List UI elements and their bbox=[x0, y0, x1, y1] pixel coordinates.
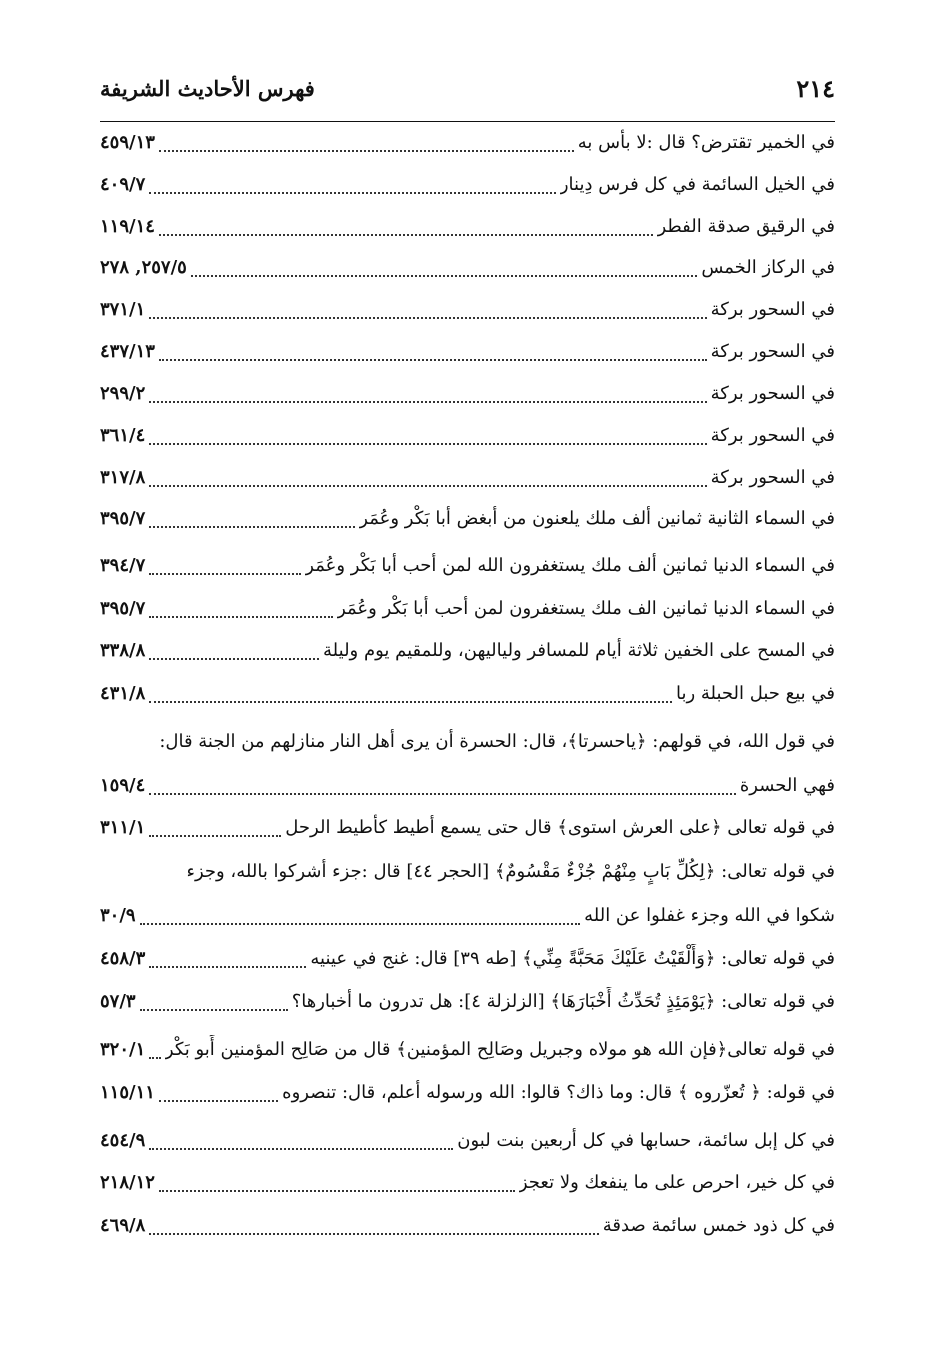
entry-text: في بيع حبل الحبلة ربا bbox=[675, 683, 835, 704]
dot-leader bbox=[159, 1168, 515, 1192]
volume-page-reference: ٣٣٨/٨ bbox=[100, 640, 146, 661]
entry-text: في قوله: ﴿ تُعزّروه ﴾ قال: وما ذاك؟ قالوا: الله ورسوله أعلم، قال: تنصروه bbox=[282, 1082, 835, 1103]
dot-leader bbox=[149, 813, 281, 837]
dot-leader bbox=[159, 128, 574, 152]
entry-text: في قوله تعالى: ﴿وَأَلْقَيْتُ عَلَيْكَ مَحَبَّةً مِنِّي﴾ [طه ٣٩] قال: غنج في عينيه bbox=[310, 948, 835, 969]
index-entry bbox=[100, 170, 835, 200]
entry-text: في قوله تعالى: ﴿يَوْمَئِذٍ تُحَدِّثُ أَخْبَارَهَا﴾ [الزلزلة ٤]: هل تدرون ما أخبارها؟ bbox=[291, 991, 835, 1012]
index-entry bbox=[100, 128, 835, 158]
volume-page-reference: ٤٣١/٨ bbox=[100, 683, 146, 704]
volume-page-reference: ٣٢٠/١ bbox=[100, 1039, 146, 1060]
dot-leader bbox=[191, 253, 698, 277]
dot-leader bbox=[149, 421, 706, 445]
volume-page-reference: ٣١٧/٨ bbox=[100, 467, 146, 488]
index-entry bbox=[100, 253, 835, 283]
entry-text: في الركاز الخمس bbox=[701, 257, 835, 278]
volume-page-reference: ٤٦٩/٨ bbox=[100, 1215, 146, 1236]
index-entry bbox=[100, 337, 835, 367]
volume-page-reference: ١٥٩/٤ bbox=[100, 775, 146, 796]
index-entry bbox=[100, 463, 835, 493]
index-entry bbox=[100, 679, 835, 709]
dot-leader bbox=[149, 504, 355, 528]
index-entry bbox=[100, 212, 835, 242]
entry-text: في السحور بركة bbox=[710, 425, 835, 446]
entry-text: في السحور بركة bbox=[710, 341, 835, 362]
entry-text: في كل خير، احرص على ما ينفعك ولا تعجز bbox=[518, 1172, 835, 1193]
entry-text: في كل إبل سائمة، حسابها في كل أربعين بنت لبون bbox=[457, 1130, 835, 1151]
volume-page-reference: ٤٥٩/١٣ bbox=[100, 132, 155, 153]
volume-page-reference: ٤٣٧/١٣ bbox=[100, 341, 155, 362]
volume-page-reference: ٥٧/٣ bbox=[100, 991, 136, 1012]
volume-page-reference: ٢١٨/١٢ bbox=[100, 1172, 155, 1193]
entry-text: في السماء الدنيا ثمانين الف ملك يستغفرون لمن أحب أبا بَكْر وعُمَر bbox=[337, 598, 835, 619]
volume-page-reference: ٣٠/٩ bbox=[100, 905, 136, 926]
index-entry bbox=[100, 813, 835, 843]
dot-leader bbox=[149, 944, 306, 968]
volume-page-reference: ٣١١/١ bbox=[100, 817, 146, 838]
dot-leader bbox=[149, 295, 706, 319]
index-entry bbox=[100, 421, 835, 451]
volume-page-reference: ٤٥٨/٣ bbox=[100, 948, 146, 969]
dot-leader bbox=[149, 170, 556, 194]
dot-leader bbox=[159, 1078, 278, 1102]
dot-leader bbox=[149, 1211, 599, 1235]
volume-page-reference: ٣٧١/١ bbox=[100, 299, 146, 320]
index-entry bbox=[100, 636, 835, 666]
page-header bbox=[100, 68, 835, 108]
header-rule bbox=[100, 121, 835, 122]
dot-leader bbox=[149, 463, 706, 487]
index-entry bbox=[100, 1035, 835, 1065]
index-entry-line: في قوله تعالى: ﴿لِكُلِّ بَابٍ مِنْهُمْ جُزْءٌ مَقْسُومٌ﴾ [الحجر ٤٤] قال :جزء أشركوا بالله، وجزء bbox=[186, 861, 835, 882]
dot-leader bbox=[149, 379, 706, 403]
index-entry-continuation bbox=[100, 771, 863, 801]
index-entry bbox=[100, 1168, 835, 1198]
dot-leader bbox=[149, 679, 672, 703]
index-entry bbox=[100, 594, 835, 624]
index-entry bbox=[100, 551, 835, 581]
volume-page-reference: ٣٩٥/٧ bbox=[100, 598, 146, 619]
dot-leader bbox=[149, 551, 301, 575]
volume-page-reference: ٢٩٩/٢ bbox=[100, 383, 146, 404]
entry-text: في الخيل السائمة في كل فرس دِينار bbox=[559, 174, 835, 195]
index-entry bbox=[100, 987, 835, 1017]
dot-leader bbox=[159, 337, 707, 361]
entry-text: في السماء الدنيا ثمانين ألف ملك يستغفرون الله لمن أحب أبا بَكْر وعُمَر bbox=[305, 555, 835, 576]
dot-leader bbox=[140, 901, 581, 925]
dot-leader bbox=[159, 212, 654, 236]
entry-text: في الخمير تقترض؟ قال :لا بأس به bbox=[577, 132, 835, 153]
page-number: ٢١٤ bbox=[796, 73, 835, 103]
dot-leader bbox=[149, 771, 736, 795]
volume-page-reference: ٣٦١/٤ bbox=[100, 425, 146, 446]
entry-text: في الرقيق صدقة الفطر bbox=[657, 216, 835, 237]
volume-page-reference: ٤٠٩/٧ bbox=[100, 174, 146, 195]
volume-page-reference: ١١٩/١٤ bbox=[100, 216, 155, 237]
dot-leader bbox=[149, 636, 319, 660]
index-entry bbox=[100, 295, 835, 325]
index-entry-continuation bbox=[100, 901, 863, 931]
volume-page-reference: ٣٩٥/٧ bbox=[100, 508, 146, 529]
index-entry bbox=[100, 1211, 835, 1241]
dot-leader bbox=[149, 1126, 453, 1150]
entry-text: في السماء الثانية ثمانين ألف ملك يلعنون من أبغض أبا بَكْر وعُمَر bbox=[359, 508, 835, 529]
entry-text: في قوله تعالى﴿فإن الله هو مولاه وجبريل وصَالِح المؤمنين﴾ قال من صَالِح المؤمنين أَبو بَكْر bbox=[164, 1039, 835, 1060]
entry-text: فهي الحسرة bbox=[739, 775, 835, 796]
dot-leader bbox=[140, 987, 288, 1011]
dot-leader bbox=[149, 1035, 161, 1059]
volume-page-reference: ٤٥٤/٩ bbox=[100, 1130, 146, 1151]
index-entry bbox=[100, 504, 835, 534]
index-entry bbox=[100, 1126, 835, 1156]
entry-text: في المسح على الخفين ثلاثة أيام للمسافر ولياليهن، وللمقيم يوم وليلة bbox=[323, 640, 835, 661]
entry-text: في السحور بركة bbox=[710, 383, 835, 404]
index-entry bbox=[100, 944, 835, 974]
index-entry bbox=[100, 1078, 835, 1108]
volume-page-reference: ٢٥٧/٥, ٢٧٨ bbox=[100, 257, 187, 278]
running-title: فهرس الأحاديث الشريفة bbox=[100, 75, 315, 101]
volume-page-reference: ١١٥/١١ bbox=[100, 1082, 155, 1103]
entry-text: في كل ذود خمس سائمة صدقة bbox=[602, 1215, 835, 1236]
entry-text: في قوله تعالى ﴿على العرش استوى﴾ قال حتى يسمع أطيط كأطيط الرحل bbox=[285, 817, 835, 838]
dot-leader bbox=[149, 594, 333, 618]
entry-text: في السحور بركة bbox=[710, 299, 835, 320]
index-entry bbox=[100, 379, 835, 409]
entry-text: شكوا في الله وجزء غفلوا عن الله bbox=[584, 905, 835, 926]
volume-page-reference: ٣٩٤/٧ bbox=[100, 555, 146, 576]
entry-text: في السحور بركة bbox=[710, 467, 835, 488]
index-entry-line: في قول الله، في قولهم: ﴿ياحسرتا﴾، قال: الحسرة أن يرى أهل النار منازلهم من الجنة قال: bbox=[159, 731, 835, 752]
